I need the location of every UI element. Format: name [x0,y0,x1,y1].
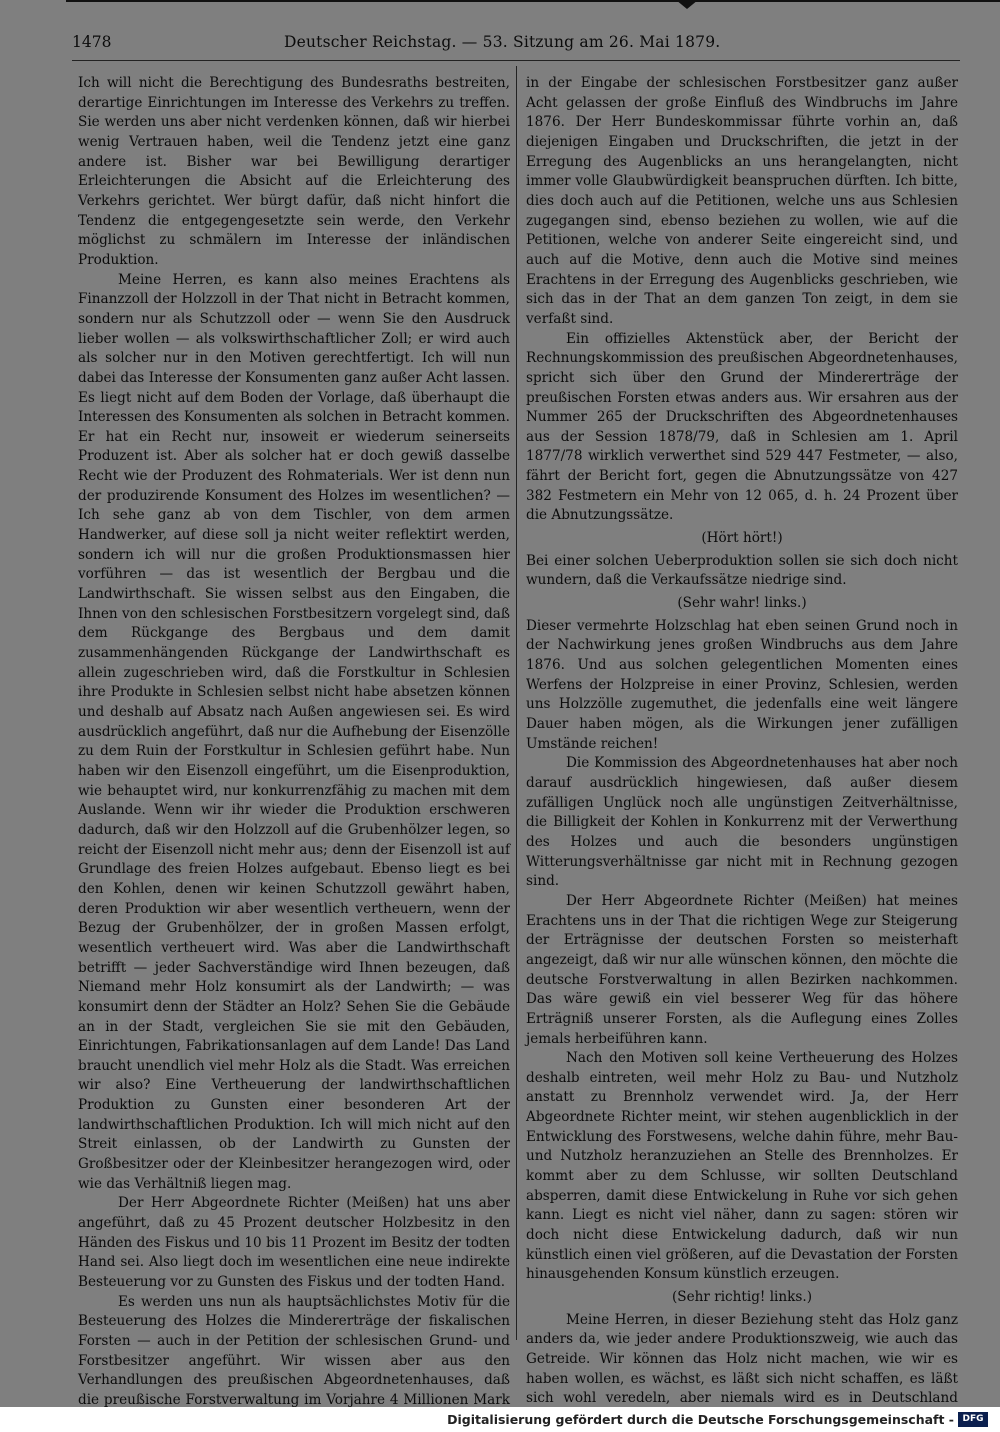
paragraph: Die Kommission des Abgeordnetenhauses hat aber noch darauf ausdrücklich hingewiesen, daß außer diesem zufälligen Unglück noch alle ungünstigen Zeitverhältnisse, die Billigkeit der Kohlen in Konkurrenz mit der Verwerthung des Holzes und auch die besonders ungünstigen Witterungsverhältnisse gar nicht mit in Rechnung gezogen sind. [526,755,958,890]
page-tab-marker [676,0,698,9]
paragraph: Dieser vermehrte Holzschlag hat eben seinen Grund noch in der Nachwirkung jenes großen Windbruchs aus dem Jahre 1876. Und aus solchen gelegentlichen Momenten eines Werfens der Holzpreise in einer Provinz, Schlesien, werden uns Holzzölle zugemuthet, die jedenfalls eine weit längere Dauer haben mögen, als die Wirkungen jener zufälligen Umstände reichen! [526,617,958,752]
paragraph: Es werden uns nun als hauptsächlichstes Motiv für die Besteuerung des Holzes die Mindererträge der fiskalischen Forsten — auch in der Petition der schlesischen Grund- und Forstbesitzer angeführt. Wir wissen aber aus den Verhandlungen des preußischen Abgeordnetenhauses, daß die preußische Forstverwaltung im Vorjahre 4 Millionen Mark [78,1293,510,1407]
footer-bar [0,1407,1000,1432]
paragraph: Bei einer solchen Ueberproduktion sollen sie sich doch nicht wundern, daß die Verkaufssätze niedrige sind. [526,552,958,589]
interjection: (Sehr wahr! links.) [677,595,807,612]
funding-credit: Digitalisierung gefördert durch die Deutsche Forschungsgemeinschaft - [447,1412,954,1427]
interjection: (Hört hört!) [701,530,783,547]
page-number: 1478 [72,33,112,51]
paragraph: Meine Herren, es kann also meines Erachtens als Finanzzoll der Holzzoll in der That nicht in Betracht kommen, sondern nur als Schutzzoll oder — wenn Sie den Ausdruck lieber wollen — als volkswirthschaftlicher Zoll; er wird auch als solcher nur in den Motiven gerechtfertigt. Ich will nun dabei das Interesse der Konsumenten ganz außer Acht lassen. Es liegt nicht auf dem Boden der Vorlage, daß überhaupt die Interessen des Konsumenten als solchen in Betracht kommen. Er hat ein Recht nur, insoweit er wiederum seinerseits Produzent ist. Aber als solcher hat er doch gewiß dasselbe Recht wie der Produzent des Rohmaterials. Wer ist denn nun der produzirende Konsument des Holzes im wesentlichen? — Ich sehe ganz ab von dem Tischler, von dem armen Handwerker, auf diese soll ja nicht weiter reflektirt werden, sondern ich will nur die großen Produktionsmassen hier vorführen — das ist wesentlich der Bergbau und die Landwirthschaft. Sie wissen selbst aus den Eingaben, die Ihnen von den schlesischen Forstbesitzern vorgelegt sind, daß dem Rückgange des Bergbaus und dem damit zusammenhängenden Rückgange der Landwirthschaft es allein zugeschrieben wird, daß die Forstkultur in Schlesien ihre Produkte in Schlesien selbst nicht habe absetzen können und deshalb auf Absatz nach Außen angewiesen sei. Es wird ausdrücklich angeführt, daß nur die Aufhebung der Eisenzölle zu dem Ruin der Forstkultur in Schlesien geführt habe. Nun haben wir den Eisenzoll eingeführt, um die Eisenproduktion, wie behauptet wird, nur konkurrenzfähig zu machen mit dem Auslande. Wenn wir ihr wieder die Produktion erschweren dadurch, daß wir den Holzzoll auf die Grubenhölzer legen, so reicht der Eisenzoll nicht mehr aus; denn der Eisenzoll ist auf Grundlage des freien Holzes aufgebaut. Ebenso liegt es bei den Kohlen, denen wir keinen Schutzzoll gewährt haben, deren Produktion wir aber wesentlich vertheuern, wenn der Bezug der Grubenhölzer, der in großen Massen erfolgt, wesentlich vertheuert wird. Was aber die Landwirthschaft betrifft — jeder Sachverständige wird Ihnen bezeugen, daß Niemand mehr Holz konsumirt als der Landwirth; — was konsumirt denn der Städter an Holz? Sehen Sie die Gebäude an in der Stadt, vergleichen Sie sie mit den Gebäuden, Einrichtungen, Fabrikationsanlagen auf dem Lande! Das Land braucht unendlich viel mehr Holz als die Stadt. Was erreichen wir also? Eine Vertheuerung der landwirthschaftlichen Produktion zu Gunsten einer besonderen Art der landwirthschaftlichen Produktion. Ich will mich nicht auf den Streit einlassen, ob der Landwirth zu Gunsten der Großbesitzer oder der Kleinbesitzer herangezogen wird, oder wie das Verhältniß liegen mag. [78,271,510,1192]
paragraph: Der Herr Abgeordnete Richter (Meißen) hat uns aber angeführt, daß zu 45 Prozent deutscher Holzbesitz in den Händen des Fiskus und 10 bis 11 Prozent im Besitz der todten Hand sei. Also liegt doch im wesentlichen eine neue indirekte Besteuerung vor zu Gunsten des Fiskus und der todten Hand. [78,1195,510,1291]
interjection: (Sehr richtig! links.) [671,1289,813,1306]
page-header [72,33,962,59]
paragraph: Ein offizielles Aktenstück aber, der Bericht der Rechnungskommission des preußischen Abgeordnetenhauses, spricht sich über den Grund der Mindererträge der preußischen Forsten etwas anders aus. Wir ersahren aus der Nummer 265 der Druckschriften des Abgeordnetenhauses aus der Session 1878/79, daß in Schlesien am 1. April 1877/78 wirklich verwerthet sind 529 447 Festmeter, — also, fährt der Bericht fort, gegen die Abnutzungssätze von 427 382 Festmetern ein Mehr von 12 065, d. h. 24 Prozent über die Abnutzungssätze. [526,330,958,524]
paragraph: Der Herr Abgeordnete Richter (Meißen) hat meines Erachtens uns in der That die richtigen Wege zur Steigerung der Erträgnisse der deutschen Forsten so meisterhaft angezeigt, daß wir nur alle wünschen können, den möchte die deutsche Forstverwaltung in allen Bezirken nachkommen. Das wäre gewiß ein viel besserer Weg für das höhere Erträgniß unserer Forsten, als die Auflegung eines Zolles jemals herbeiführen kann. [526,892,958,1047]
dfg-logo: DFG [958,1412,988,1427]
running-title: Deutscher Reichstag. — 53. Sitzung am 26. Mai 1879. [284,33,721,51]
paragraph: Meine Herren, in dieser Beziehung steht das Holz ganz anders da, wie jeder andere Produktionszweig, wie auch das Getreide. Wir können das Holz nicht machen, wie wir es haben wollen, es wächst, es läßt sich nicht schaffen, es läßt sich wohl veredeln, aber niemals wird es in Deutschland [526,1311,958,1407]
top-edge-rule [66,0,1000,2]
header-rule [72,60,960,61]
paragraph: in der Eingabe der schlesischen Forstbesitzer ganz außer Acht gelassen der große Einfluß des Windbruchs im Jahre 1876. Der Herr Bundeskommissar führte vorhin an, daß diejenigen Eingaben und Druckschriften, die jetzt in der Erregung des Augenblicks an uns herangelangten, nicht immer volle Glaubwürdigkeit beanspruchen dürften. Ich bitte, dies doch auch auf die Petitionen, welche uns aus Schlesien zugegangen sind, ebenso beziehen zu wollen, wie auf die Petitionen, welche von anderer Seite eingereicht sind, und auch auf die Motive, denn auch die Motive sind meines Erachtens in der Erregung des Augenblicks geschrieben, wie sich das in der That an dem ganzen Ton zeigt, in dem sie verfaßt sind. [526,75,958,327]
left-column [78,74,510,1407]
paragraph: Ich will nicht die Berechtigung des Bundesraths bestreiten, derartige Einrichtungen im Interesse des Verkehrs zu treffen. Sie werden uns aber nicht verdenken können, daß wir hierbei wenig Vertrauen haben, weil die Tendenz jetzt eine ganz andere ist. Bisher war bei Bewilligung derartiger Erleichterungen die Absicht auf die Erleichterung des Verkehrs gerichtet. Wer bürgt dafür, daß nicht hinfort die Tendenz die entgegengesetzte sein werde, den Verkehr möglichst zu schmälern im Interesse der inländischen Produktion. [78,75,510,268]
right-column [526,74,958,1407]
paragraph: Nach den Motiven soll keine Vertheuerung des Holzes deshalb eintreten, weil mehr Holz zu Bau- und Nutzholz anstatt zu Brennholz verwendet wird. Ja, der Herr Abgeordnete Richter meint, wir stehen augenblicklich in der Entwicklung des Forstwesens, welche dahin führe, mehr Bau- und Nutzholz heranzuziehen an Stelle des Brennholzes. Er kommt aber zu dem Schlusse, wir sollten Deutschland absperren, damit diese Entwickelung in Ruhe vor sich gehen kann. Liegt es nicht viel näher, dann zu sagen: stören wir doch nicht diese Entwickelung dadurch, daß wir nun künstlich einen viel größeren, auf die Devastation der Forsten hinausgehenden Konsum künstlich erzeugen. [526,1050,958,1283]
column-divider [516,66,517,1340]
